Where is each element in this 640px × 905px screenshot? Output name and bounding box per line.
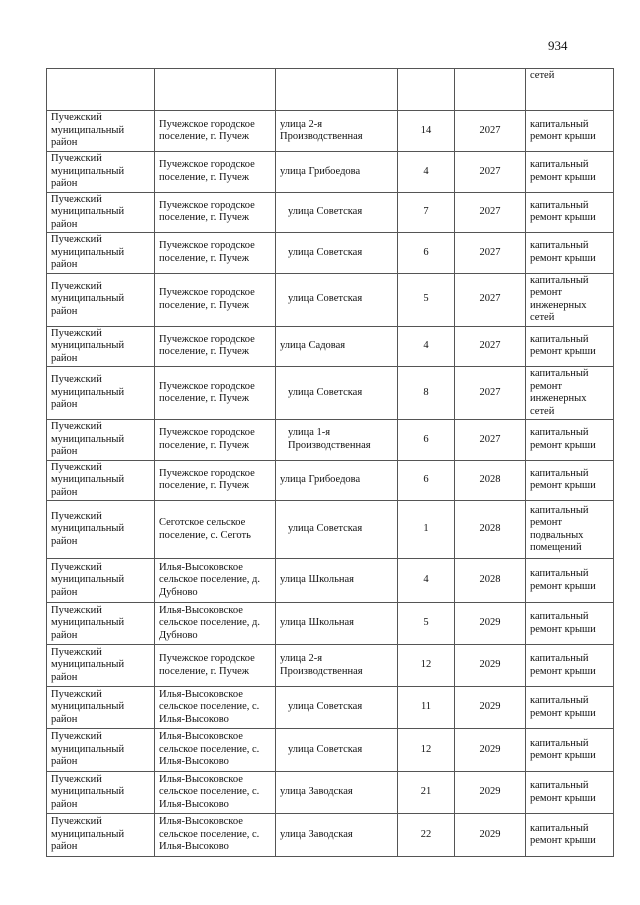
cell-settlement: Илья-Высоковское сельское поселение, с. Илья-Высоково [155, 687, 276, 729]
cell-work: капитальный ремонт крыши [526, 729, 614, 772]
cell-settlement: Илья-Высоковское сельское поселение, д. Дубново [155, 603, 276, 645]
cell-year: 2027 [455, 420, 526, 461]
cell-year: 2027 [455, 192, 526, 233]
cell-street: улица Заводская [276, 814, 398, 857]
cell-work: капитальный ремонт крыши [526, 603, 614, 645]
cell-street: улица 2-я Производственная [276, 645, 398, 687]
cell-district: Пучежский муниципальный район [47, 501, 155, 559]
cell-house: 5 [398, 273, 455, 326]
cell-street: улица Заводская [276, 772, 398, 814]
table-row [47, 460, 614, 501]
cell-work: капитальный ремонт крыши [526, 814, 614, 857]
cell-work: капитальный ремонт крыши [526, 559, 614, 603]
table-row [47, 367, 614, 420]
cell-work: капитальный ремонт подвальных помещений [526, 501, 614, 559]
cell-year: 2027 [455, 233, 526, 274]
cell-year: 2028 [455, 460, 526, 501]
table-row [47, 273, 614, 326]
cell-settlement: Пучежское городское поселение, г. Пучеж [155, 460, 276, 501]
cell-district: Пучежский муниципальный район [47, 729, 155, 772]
cell-house: 12 [398, 645, 455, 687]
cell-settlement: Пучежское городское поселение, г. Пучеж [155, 273, 276, 326]
cell-work: капитальный ремонт крыши [526, 152, 614, 193]
cell-year: 2029 [455, 687, 526, 729]
cell-house: 4 [398, 559, 455, 603]
table-row [47, 772, 614, 814]
cell-house: 11 [398, 687, 455, 729]
cell-work: капитальный ремонт крыши [526, 772, 614, 814]
cell-district: Пучежский муниципальный район [47, 772, 155, 814]
cell-street: улица Грибоедова [276, 460, 398, 501]
cell-house: 14 [398, 111, 455, 152]
cell-year: 2028 [455, 501, 526, 559]
cell-year: 2029 [455, 645, 526, 687]
cell-street: улица Советская [276, 729, 398, 772]
cell-house: 4 [398, 326, 455, 367]
cell-street: улица Советская [276, 192, 398, 233]
table-row [47, 420, 614, 461]
table-row [47, 152, 614, 193]
cell-street: улица Советская [276, 501, 398, 559]
cell-street: улица Советская [276, 233, 398, 274]
cell-district: Пучежский муниципальный район [47, 233, 155, 274]
cell-work: сетей [526, 69, 614, 111]
cell-district: Пучежский муниципальный район [47, 326, 155, 367]
table-row [47, 645, 614, 687]
table-row [47, 192, 614, 233]
cell-settlement: Пучежское городское поселение, г. Пучеж [155, 367, 276, 420]
cell-work: капитальный ремонт крыши [526, 233, 614, 274]
cell-settlement: Пучежское городское поселение, г. Пучеж [155, 233, 276, 274]
table-row [47, 814, 614, 857]
cell-street: улица Грибоедова [276, 152, 398, 193]
cell-house: 12 [398, 729, 455, 772]
cell-street: улица Советская [276, 367, 398, 420]
cell-year: 2029 [455, 729, 526, 772]
cell-street: улица Садовая [276, 326, 398, 367]
cell-year: 2028 [455, 559, 526, 603]
cell-house: 6 [398, 233, 455, 274]
cell-district: Пучежский муниципальный район [47, 367, 155, 420]
cell-work: капитальный ремонт инженерных сетей [526, 273, 614, 326]
cell-district: Пучежский муниципальный район [47, 559, 155, 603]
cell-district: Пучежский муниципальный район [47, 603, 155, 645]
cell-district: Пучежский муниципальный район [47, 420, 155, 461]
cell-settlement: Пучежское городское поселение, г. Пучеж [155, 111, 276, 152]
cell-house: 5 [398, 603, 455, 645]
cell-district: Пучежский муниципальный район [47, 152, 155, 193]
cell-work: капитальный ремонт инженерных сетей [526, 367, 614, 420]
cell-year: 2027 [455, 273, 526, 326]
cell-year: 2027 [455, 152, 526, 193]
cell-district: Пучежский муниципальный район [47, 645, 155, 687]
cell-settlement: Сеготское сельское поселение, с. Сеготь [155, 501, 276, 559]
table-row [47, 603, 614, 645]
table-row [47, 687, 614, 729]
cell-district: Пучежский муниципальный район [47, 460, 155, 501]
repair-schedule-table [46, 68, 614, 857]
table-row-continuation [47, 69, 614, 111]
cell-house: 6 [398, 420, 455, 461]
table-row [47, 111, 614, 152]
cell-settlement: Пучежское городское поселение, г. Пучеж [155, 645, 276, 687]
cell-house: 7 [398, 192, 455, 233]
table-row [47, 326, 614, 367]
cell-year: 2029 [455, 603, 526, 645]
cell-settlement: Пучежское городское поселение, г. Пучеж [155, 152, 276, 193]
cell-year: 2027 [455, 111, 526, 152]
cell-work: капитальный ремонт крыши [526, 192, 614, 233]
cell-settlement: Илья-Высоковское сельское поселение, с. Илья-Высоково [155, 772, 276, 814]
cell-street: улица 1-я Производственная [276, 420, 398, 461]
cell-year: 2027 [455, 367, 526, 420]
cell-settlement: Илья-Высоковское сельское поселение, д. Дубново [155, 559, 276, 603]
page-number: 934 [548, 38, 568, 53]
cell-street: улица Школьная [276, 603, 398, 645]
table-row [47, 559, 614, 603]
cell-settlement: Пучежское городское поселение, г. Пучеж [155, 326, 276, 367]
cell-house: 8 [398, 367, 455, 420]
cell-work: капитальный ремонт крыши [526, 460, 614, 501]
cell-year: 2029 [455, 772, 526, 814]
cell-street: улица Советская [276, 273, 398, 326]
cell-district: Пучежский муниципальный район [47, 687, 155, 729]
cell-work: капитальный ремонт крыши [526, 687, 614, 729]
cell-district: Пучежский муниципальный район [47, 273, 155, 326]
cell-house: 22 [398, 814, 455, 857]
cell-house: 1 [398, 501, 455, 559]
cell-street: улица 2-я Производственная [276, 111, 398, 152]
cell-settlement: Пучежское городское поселение, г. Пучеж [155, 192, 276, 233]
cell-settlement: Пучежское городское поселение, г. Пучеж [155, 420, 276, 461]
cell-district: Пучежский муниципальный район [47, 814, 155, 857]
cell-street: улица Советская [276, 687, 398, 729]
cell-work: капитальный ремонт крыши [526, 326, 614, 367]
cell-settlement: Илья-Высоковское сельское поселение, с. Илья-Высоково [155, 729, 276, 772]
cell-year: 2027 [455, 326, 526, 367]
table-row [47, 501, 614, 559]
table-row [47, 233, 614, 274]
cell-year: 2029 [455, 814, 526, 857]
cell-district: Пучежский муниципальный район [47, 192, 155, 233]
table-row [47, 729, 614, 772]
cell-settlement: Илья-Высоковское сельское поселение, с. Илья-Высоково [155, 814, 276, 857]
cell-work: капитальный ремонт крыши [526, 111, 614, 152]
cell-house: 21 [398, 772, 455, 814]
cell-street: улица Школьная [276, 559, 398, 603]
cell-house: 4 [398, 152, 455, 193]
cell-work: капитальный ремонт крыши [526, 420, 614, 461]
cell-work: капитальный ремонт крыши [526, 645, 614, 687]
cell-house: 6 [398, 460, 455, 501]
cell-district: Пучежский муниципальный район [47, 111, 155, 152]
